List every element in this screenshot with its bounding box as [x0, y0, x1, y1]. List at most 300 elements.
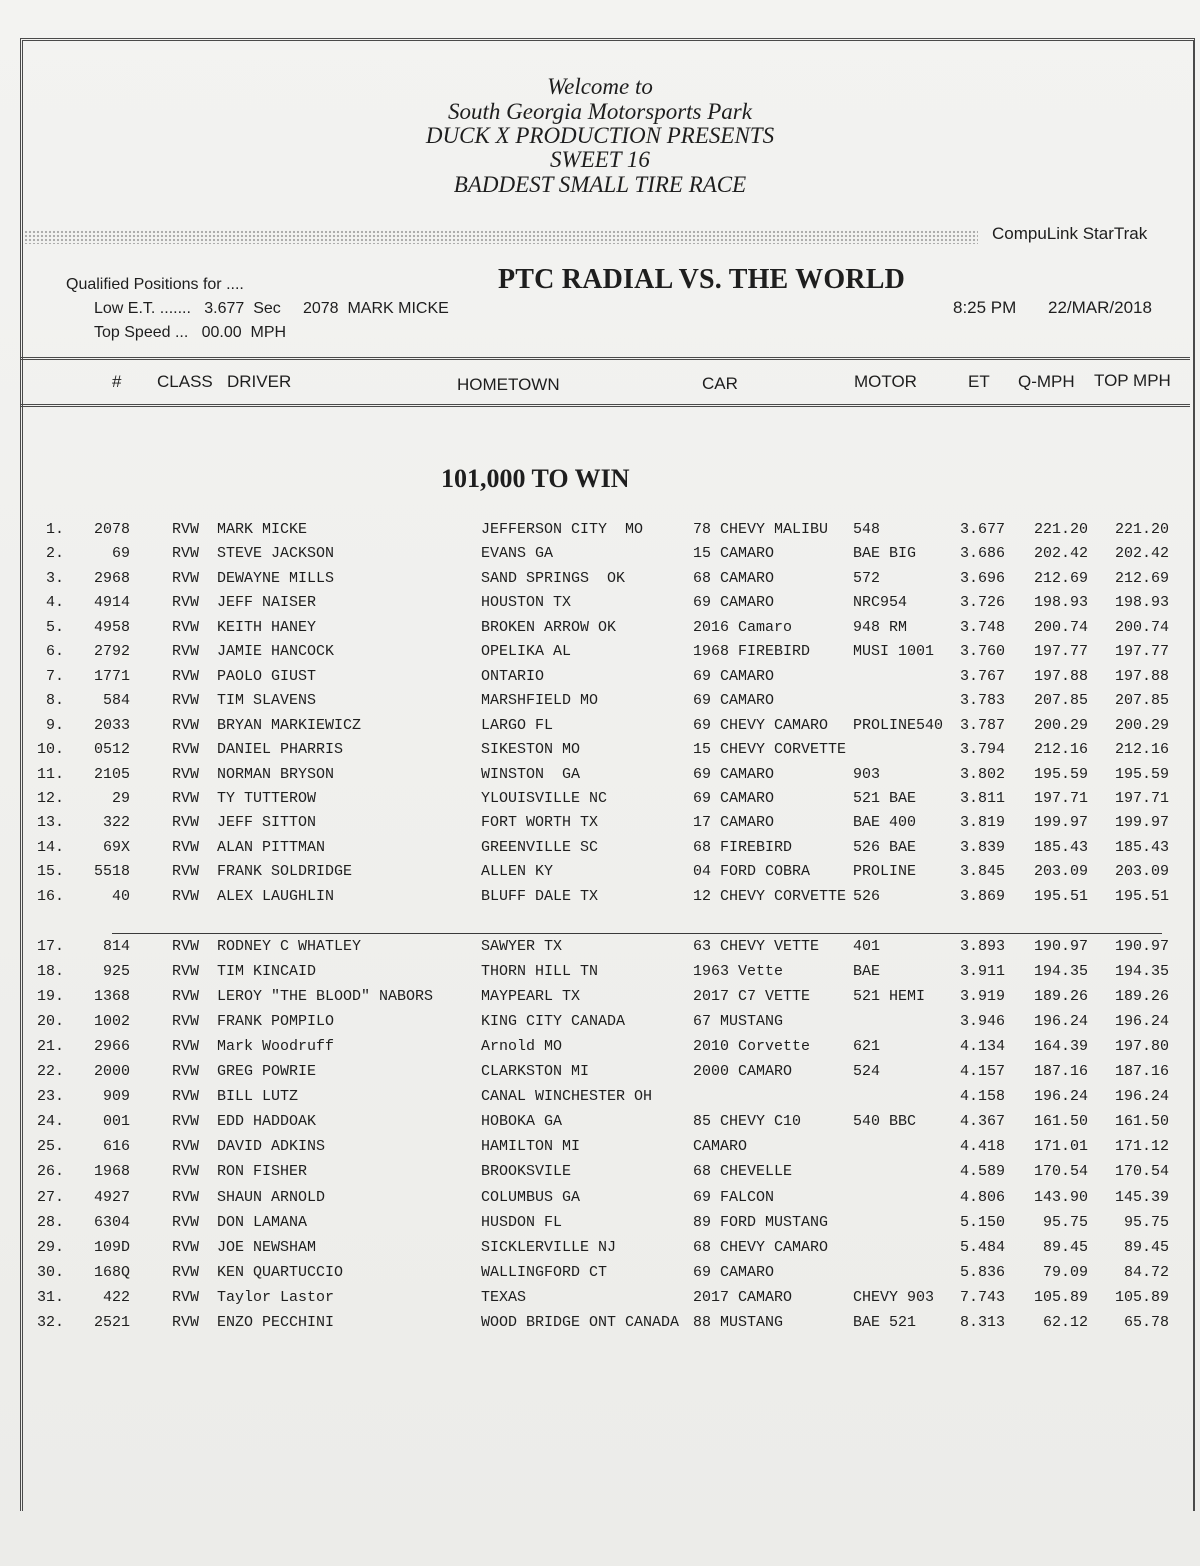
cell-motor: BAE 400 [853, 814, 917, 832]
cell-et: 4.418 [959, 1138, 1005, 1156]
cell-class: RVW [172, 814, 200, 832]
cell-position: 6. [45, 643, 64, 661]
dotted-rule [24, 230, 978, 244]
cell-top-mph: 196.24 [1114, 1013, 1169, 1031]
cell-driver: ENZO PECCHINI [217, 1313, 335, 1331]
table-row [0, 1138, 1200, 1162]
table-row [0, 766, 1200, 790]
cell-car-number: 168Q [93, 1263, 130, 1281]
cell-driver: STEVE JACKSON [217, 545, 335, 563]
cell-motor: 540 BBC [853, 1113, 917, 1131]
cell-motor: 621 [853, 1038, 881, 1056]
cell-car: 04 FORD COBRA [693, 863, 811, 881]
cell-position: 20. [36, 1013, 64, 1031]
cell-position: 13. [36, 814, 64, 832]
table-row [0, 668, 1200, 692]
cell-car-number: 1002 [93, 1013, 130, 1031]
cell-hometown: GREENVILLE SC [481, 838, 599, 856]
cell-et: 3.811 [959, 789, 1005, 807]
cell-car-number: 814 [102, 938, 130, 955]
cell-motor: CHEVY 903 [853, 1288, 935, 1306]
table-row [0, 1013, 1200, 1037]
cell-position: 14. [36, 838, 64, 856]
cell-motor: 903 [853, 765, 881, 783]
cell-top-mph: 195.51 [1114, 887, 1169, 905]
cell-car: 89 FORD MUSTANG [693, 1213, 829, 1231]
table-row [0, 888, 1200, 912]
cell-car-number: 29 [111, 789, 130, 807]
cell-hometown: CANAL WINCHESTER OH [481, 1088, 653, 1106]
cell-position: 27. [36, 1188, 64, 1206]
cell-car: 68 CAMARO [693, 569, 775, 587]
cell-car-number: 2000 [93, 1063, 130, 1081]
cell-motor: 572 [853, 569, 881, 587]
cell-car: 69 FALCON [693, 1188, 775, 1206]
cell-car: 68 CHEVELLE [693, 1163, 793, 1181]
cell-position: 17. [36, 938, 64, 955]
cell-driver: DAVID ADKINS [217, 1138, 326, 1156]
cell-top-mph: 199.97 [1114, 814, 1169, 832]
cell-qmph: 196.24 [1033, 1088, 1088, 1106]
cell-class: RVW [172, 1163, 200, 1181]
cell-et: 3.869 [959, 887, 1005, 905]
cell-car-number: 69 [111, 545, 130, 563]
cell-top-mph: 197.88 [1114, 667, 1169, 685]
race-title: PTC RADIAL VS. THE WORLD [498, 264, 906, 295]
cell-car: 69 CAMARO [693, 594, 775, 612]
cell-top-mph: 212.69 [1114, 569, 1169, 587]
cell-hometown: MARSHFIELD MO [481, 692, 599, 710]
cell-driver: RODNEY C WHATLEY [217, 938, 362, 955]
cell-car-number: 6304 [93, 1213, 130, 1231]
cell-position: 19. [36, 988, 64, 1006]
cell-driver: Taylor Lastor [217, 1288, 335, 1306]
cell-et: 4.806 [959, 1188, 1005, 1206]
cell-qmph: 171.01 [1033, 1138, 1088, 1156]
cell-car-number: 2792 [93, 643, 130, 661]
cell-et: 3.911 [959, 963, 1005, 981]
cell-top-mph: 203.09 [1114, 863, 1169, 881]
cell-car-number: 2078 [93, 521, 130, 538]
cell-et: 3.686 [959, 545, 1005, 563]
cell-top-mph: 171.12 [1114, 1138, 1169, 1156]
cell-qmph: 164.39 [1033, 1038, 1088, 1056]
cell-driver: FRANK POMPILO [217, 1013, 335, 1031]
cell-qmph: 212.16 [1033, 741, 1088, 759]
cell-hometown: BROOKSVILE [481, 1163, 572, 1181]
cell-driver: KEITH HANEY [217, 618, 317, 636]
table-row [0, 1314, 1200, 1338]
cell-car-number: 2521 [93, 1313, 130, 1331]
cell-et: 3.845 [959, 863, 1005, 881]
header-presenter: DUCK X PRODUCTION PRESENTS [425, 123, 775, 148]
cell-position: 23. [36, 1088, 64, 1106]
cell-hometown: SAND SPRINGS OK [481, 569, 626, 587]
cell-class: RVW [172, 667, 200, 685]
cell-driver: TIM KINCAID [217, 963, 317, 981]
cell-motor: 524 [853, 1063, 881, 1081]
table-row [0, 545, 1200, 569]
cell-class: RVW [172, 594, 200, 612]
cell-car: 12 CHEVY CORVETTE [693, 887, 847, 905]
cell-top-mph: 89.45 [1123, 1238, 1169, 1256]
col-driver-header: DRIVER [227, 372, 292, 391]
cell-et: 7.743 [959, 1288, 1005, 1306]
cell-class: RVW [172, 1288, 200, 1306]
cell-class: RVW [172, 716, 200, 734]
cell-top-mph: 200.74 [1114, 618, 1169, 636]
cell-position: 18. [36, 963, 64, 981]
col-et-header: ET [968, 372, 990, 391]
cell-class: RVW [172, 618, 200, 636]
cell-position: 16. [36, 887, 64, 905]
cell-position: 24. [36, 1113, 64, 1131]
cell-qmph: 197.88 [1033, 667, 1088, 685]
cell-top-mph: 187.16 [1114, 1063, 1169, 1081]
cell-et: 4.589 [959, 1163, 1005, 1181]
cell-position: 4. [45, 594, 64, 612]
report-time: 8:25 PM [953, 298, 1017, 317]
header-rule-top [21, 357, 1190, 360]
header-race: BADDEST SMALL TIRE RACE [453, 172, 747, 197]
cell-driver: DANIEL PHARRIS [217, 741, 344, 759]
cell-et: 3.677 [959, 521, 1005, 538]
table-row [0, 521, 1200, 545]
cell-driver: ALAN PITTMAN [217, 838, 326, 856]
cell-class: RVW [172, 765, 200, 783]
cell-hometown: JEFFERSON CITY MO [481, 521, 644, 538]
cell-top-mph: 197.71 [1114, 789, 1169, 807]
cell-hometown: HOUSTON TX [481, 594, 572, 612]
cell-driver: PAOLO GIUST [217, 667, 317, 685]
cell-car: 68 FIREBIRD [693, 838, 793, 856]
cell-driver: GREG POWRIE [217, 1063, 317, 1081]
cell-class: RVW [172, 887, 200, 905]
cell-class: RVW [172, 1263, 200, 1281]
col-num-header: # [112, 372, 122, 391]
cell-et: 3.696 [959, 569, 1005, 587]
table-row [0, 619, 1200, 643]
cell-hometown: WOOD BRIDGE ONT CANADA [481, 1313, 680, 1331]
cell-qmph: 195.51 [1033, 887, 1088, 905]
cell-qmph: 62.12 [1042, 1313, 1088, 1331]
cell-driver: TY TUTTEROW [217, 789, 317, 807]
cell-class: RVW [172, 963, 200, 981]
cell-hometown: HOBOKA GA [481, 1113, 563, 1131]
table-row [0, 839, 1200, 863]
cell-position: 9. [45, 716, 64, 734]
cell-et: 3.787 [959, 716, 1005, 734]
cell-class: RVW [172, 569, 200, 587]
cell-position: 21. [36, 1038, 64, 1056]
cell-class: RVW [172, 938, 200, 955]
cell-top-mph: 195.59 [1114, 765, 1169, 783]
report-date: 22/MAR/2018 [1048, 298, 1152, 317]
cell-car: 69 CAMARO [693, 789, 775, 807]
cell-class: RVW [172, 1113, 200, 1131]
cell-position: 5. [45, 618, 64, 636]
cell-top-mph: 95.75 [1123, 1213, 1169, 1231]
cell-et: 4.158 [959, 1088, 1005, 1106]
cell-motor: 521 HEMI [853, 988, 926, 1006]
cell-hometown: YLOUISVILLE NC [481, 789, 608, 807]
cell-position: 25. [36, 1138, 64, 1156]
cell-et: 4.157 [959, 1063, 1005, 1081]
cell-class: RVW [172, 1138, 200, 1156]
cell-car: 69 CAMARO [693, 765, 775, 783]
cell-car-number: 2033 [93, 716, 130, 734]
cell-position: 22. [36, 1063, 64, 1081]
cell-hometown: SIKESTON MO [481, 741, 581, 759]
cell-driver: SHAUN ARNOLD [217, 1188, 326, 1206]
cell-qmph: 187.16 [1033, 1063, 1088, 1081]
cell-qmph: 200.29 [1033, 716, 1088, 734]
cell-qmph: 212.69 [1033, 569, 1088, 587]
cell-car: 78 CHEVY MALIBU [693, 521, 829, 538]
cell-qmph: 95.75 [1042, 1213, 1088, 1231]
cell-position: 8. [45, 692, 64, 710]
cell-position: 31. [36, 1288, 64, 1306]
cell-hometown: FORT WORTH TX [481, 814, 599, 832]
cell-motor: 526 [853, 887, 881, 905]
table-row [0, 1063, 1200, 1087]
cell-top-mph: 207.85 [1114, 692, 1169, 710]
cell-position: 30. [36, 1263, 64, 1281]
cell-car-number: 322 [102, 814, 130, 832]
cell-et: 3.748 [959, 618, 1005, 636]
header-venue: South Georgia Motorsports Park [448, 99, 752, 124]
cell-class: RVW [172, 692, 200, 710]
cell-hometown: BROKEN ARROW OK [481, 618, 617, 636]
table-row [0, 717, 1200, 741]
cell-car-number: 0512 [93, 741, 130, 759]
cell-class: RVW [172, 1213, 200, 1231]
cell-class: RVW [172, 1088, 200, 1106]
cell-top-mph: 197.80 [1114, 1038, 1169, 1056]
cell-driver: BRYAN MARKIEWICZ [217, 716, 362, 734]
table-row [0, 1289, 1200, 1313]
cell-car: 69 CAMARO [693, 667, 775, 685]
cell-car: 2016 Camaro [693, 618, 793, 636]
cell-driver: DON LAMANA [217, 1213, 308, 1231]
cell-qmph: 194.35 [1033, 963, 1088, 981]
cell-et: 8.313 [959, 1313, 1005, 1331]
cell-motor: 526 BAE [853, 838, 917, 856]
cell-hometown: OPELIKA AL [481, 643, 572, 661]
cell-et: 4.367 [959, 1113, 1005, 1131]
cell-qmph: 196.24 [1033, 1013, 1088, 1031]
cell-et: 3.839 [959, 838, 1005, 856]
cell-qmph: 161.50 [1033, 1113, 1088, 1131]
table-row [0, 570, 1200, 594]
cell-car-number: 616 [102, 1138, 130, 1156]
table-row [0, 1214, 1200, 1238]
cell-hometown: HUSDON FL [481, 1213, 563, 1231]
cell-class: RVW [172, 789, 200, 807]
cell-position: 15. [36, 863, 64, 881]
cell-driver: JAMIE HANCOCK [217, 643, 335, 661]
col-qmph-header: Q-MPH [1018, 372, 1075, 391]
qualifier-cutoff-line [112, 933, 1162, 934]
cell-hometown: KING CITY CANADA [481, 1013, 626, 1031]
cell-driver: RON FISHER [217, 1163, 308, 1181]
cell-car-number: 909 [102, 1088, 130, 1106]
cell-position: 11. [36, 765, 64, 783]
cell-top-mph: 161.50 [1114, 1113, 1169, 1131]
cell-et: 3.819 [959, 814, 1005, 832]
cell-hometown: EVANS GA [481, 545, 554, 563]
cell-et: 5.484 [959, 1238, 1005, 1256]
cell-top-mph: 170.54 [1114, 1163, 1169, 1181]
cell-motor: 521 BAE [853, 789, 917, 807]
cell-motor: 948 RM [853, 618, 908, 636]
cell-top-mph: 194.35 [1114, 963, 1169, 981]
brand-label: CompuLink StarTrak [992, 224, 1148, 243]
cell-position: 7. [45, 667, 64, 685]
col-class-header: CLASS [157, 372, 213, 391]
cell-qmph: 195.59 [1033, 765, 1088, 783]
header-event: SWEET 16 [550, 147, 650, 172]
cell-position: 32. [36, 1313, 64, 1331]
cell-qmph: 185.43 [1033, 838, 1088, 856]
cell-class: RVW [172, 1188, 200, 1206]
cell-car: 88 MUSTANG [693, 1313, 784, 1331]
cell-car: 63 CHEVY VETTE [693, 938, 820, 955]
cell-car-number: 1771 [93, 667, 130, 685]
table-row [0, 938, 1200, 962]
cell-top-mph: 185.43 [1114, 838, 1169, 856]
cell-top-mph: 197.77 [1114, 643, 1169, 661]
table-row [0, 863, 1200, 887]
cell-qmph: 203.09 [1033, 863, 1088, 881]
cell-class: RVW [172, 521, 200, 538]
cell-qmph: 189.26 [1033, 988, 1088, 1006]
qualified-label: Qualified Positions for .... [66, 276, 244, 293]
cell-car: 2000 CAMARO [693, 1063, 793, 1081]
cell-class: RVW [172, 1063, 200, 1081]
cell-et: 3.760 [959, 643, 1005, 661]
table-row [0, 692, 1200, 716]
cell-qmph: 199.97 [1033, 814, 1088, 832]
prize-heading: 101,000 TO WIN [441, 464, 630, 493]
cell-hometown: ALLEN KY [481, 863, 554, 881]
cell-car: 69 CHEVY CAMARO [693, 716, 829, 734]
cell-car: 68 CHEVY CAMARO [693, 1238, 829, 1256]
cell-motor: NRC954 [853, 594, 908, 612]
cell-driver: JOE NEWSHAM [217, 1238, 317, 1256]
cell-car-number: 69X [102, 838, 130, 856]
cell-car-number: 109D [93, 1238, 130, 1256]
cell-et: 4.134 [959, 1038, 1005, 1056]
cell-position: 1. [45, 521, 64, 538]
table-row [0, 1264, 1200, 1288]
cell-driver: KEN QUARTUCCIO [217, 1263, 344, 1281]
cell-hometown: WALLINGFORD CT [481, 1263, 608, 1281]
cell-car: 17 CAMARO [693, 814, 775, 832]
cell-hometown: Arnold MO [481, 1038, 563, 1056]
cell-et: 5.836 [959, 1263, 1005, 1281]
cell-car: 2017 C7 VETTE [693, 988, 811, 1006]
cell-et: 3.893 [959, 938, 1005, 955]
table-row [0, 741, 1200, 765]
cell-top-mph: 200.29 [1114, 716, 1169, 734]
cell-driver: BILL LUTZ [217, 1088, 299, 1106]
cell-top-mph: 189.26 [1114, 988, 1169, 1006]
cell-top-mph: 196.24 [1114, 1088, 1169, 1106]
cell-car-number: 1968 [93, 1163, 130, 1181]
cell-top-mph: 190.97 [1114, 938, 1169, 955]
cell-class: RVW [172, 1313, 200, 1331]
cell-car: 15 CHEVY CORVETTE [693, 741, 847, 759]
cell-position: 10. [36, 741, 64, 759]
cell-motor: PROLINE540 [853, 716, 944, 734]
cell-car: 1968 FIREBIRD [693, 643, 811, 661]
cell-driver: Mark Woodruff [217, 1038, 335, 1056]
cell-hometown: MAYPEARL TX [481, 988, 581, 1006]
table-row [0, 1239, 1200, 1263]
cell-motor: 548 [853, 521, 881, 538]
cell-driver: MARK MICKE [217, 521, 308, 538]
cell-motor: BAE 521 [853, 1313, 917, 1331]
cell-hometown: CLARKSTON MI [481, 1063, 590, 1081]
cell-qmph: 170.54 [1033, 1163, 1088, 1181]
cell-car-number: 925 [102, 963, 130, 981]
cell-car: 2010 Corvette [693, 1038, 811, 1056]
table-row [0, 1163, 1200, 1187]
cell-position: 29. [36, 1238, 64, 1256]
cell-car: 69 CAMARO [693, 692, 775, 710]
cell-qmph: 105.89 [1033, 1288, 1088, 1306]
cell-et: 5.150 [959, 1213, 1005, 1231]
cell-top-mph: 65.78 [1123, 1313, 1169, 1331]
cell-class: RVW [172, 988, 200, 1006]
cell-et: 3.726 [959, 594, 1005, 612]
cell-car: 85 CHEVY C10 [693, 1113, 802, 1131]
table-row [0, 988, 1200, 1012]
cell-et: 3.767 [959, 667, 1005, 685]
cell-qmph: 143.90 [1033, 1188, 1088, 1206]
cell-car: 1963 Vette [693, 963, 784, 981]
cell-driver: EDD HADDOAK [217, 1113, 317, 1131]
cell-position: 28. [36, 1213, 64, 1231]
cell-car-number: 1368 [93, 988, 130, 1006]
table-row [0, 790, 1200, 814]
cell-driver: TIM SLAVENS [217, 692, 317, 710]
table-row [0, 1113, 1200, 1137]
cell-class: RVW [172, 1238, 200, 1256]
cell-hometown: SAWYER TX [481, 938, 563, 955]
cell-motor: 401 [853, 938, 881, 955]
col-car-header: CAR [702, 374, 738, 393]
cell-class: RVW [172, 1013, 200, 1031]
cell-top-mph: 212.16 [1114, 741, 1169, 759]
cell-qmph: 202.42 [1033, 545, 1088, 563]
cell-car-number: 422 [102, 1288, 130, 1306]
col-hometown-header: HOMETOWN [457, 375, 560, 394]
cell-qmph: 200.74 [1033, 618, 1088, 636]
cell-motor: PROLINE [853, 863, 917, 881]
cell-car-number: 4914 [93, 594, 130, 612]
cell-qmph: 79.09 [1042, 1263, 1088, 1281]
cell-hometown: ONTARIO [481, 667, 545, 685]
cell-car-number: 2968 [93, 569, 130, 587]
cell-car-number: 2966 [93, 1038, 130, 1056]
cell-motor: MUSI 1001 [853, 643, 935, 661]
cell-hometown: LARGO FL [481, 716, 554, 734]
cell-qmph: 207.85 [1033, 692, 1088, 710]
cell-class: RVW [172, 741, 200, 759]
table-row [0, 1088, 1200, 1112]
